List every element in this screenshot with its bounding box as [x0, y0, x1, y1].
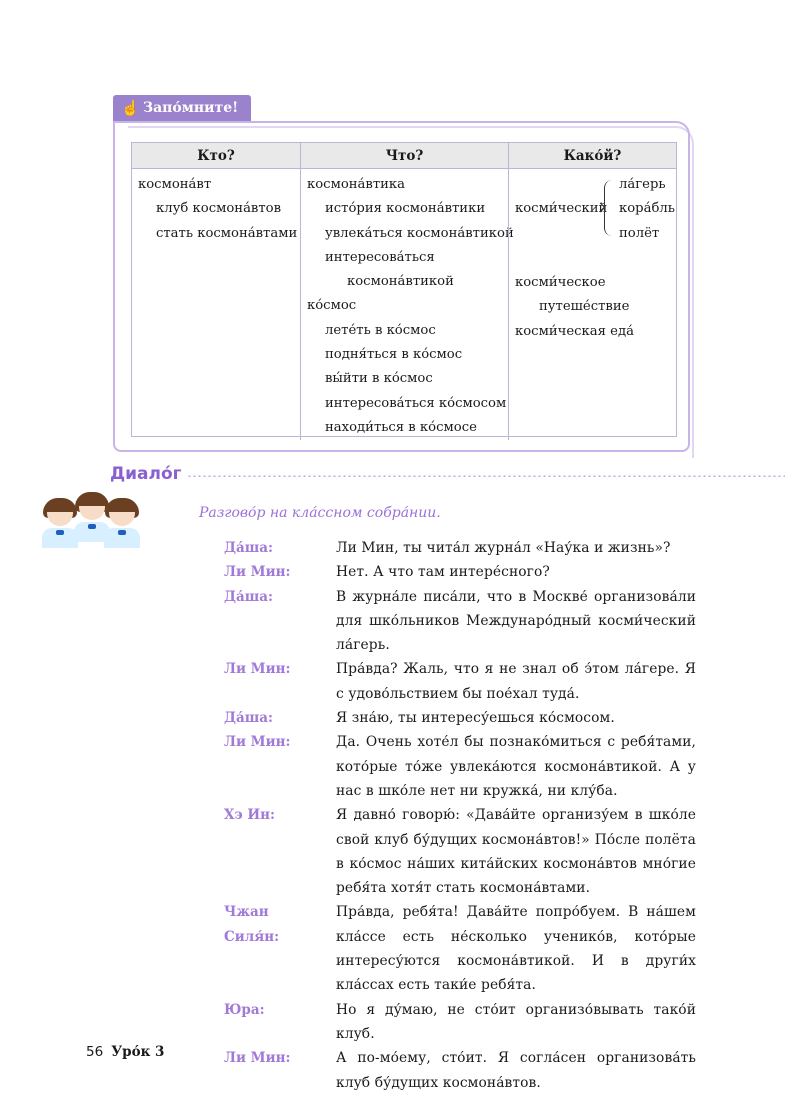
speaker-name: Ли Мин:: [224, 661, 291, 678]
who-phrase: стать космона́втами: [156, 225, 298, 241]
what-phrase: космона́втикой: [347, 274, 454, 290]
dialogue-line: [0, 536, 800, 560]
speaker-name: Чжан Силя́н:: [224, 904, 280, 945]
utterance: Но я ду́маю, не сто́ит организо́вывать тако́й клуб.: [336, 1001, 696, 1042]
page-footer: [86, 1044, 164, 1060]
speaker-name: Да́ша:: [224, 710, 273, 727]
dialogue-body: [0, 536, 800, 1095]
remember-label: Запо́мните!: [143, 100, 239, 116]
what-word: ко́смос: [307, 298, 357, 314]
dialogue-line: [0, 900, 800, 997]
lesson-label: Уро́к 3: [111, 1044, 165, 1060]
header-which: Како́й?: [508, 143, 676, 169]
what-phrase: увлека́ться космона́втикой: [325, 225, 514, 241]
what-phrase: исто́рия космона́втики: [325, 201, 486, 217]
speaker-name: Да́ша:: [224, 540, 273, 556]
speaker-name: Ли Мин:: [224, 564, 291, 581]
utterance: В журна́ле писа́ли, что в Москве́ организова́ли для шко́льников Междунаро́дный косми́ческий ла́герь.: [336, 588, 696, 654]
which-adjective: косми́ческий: [515, 201, 608, 216]
what-phrase: подня́ться в ко́смос: [325, 347, 463, 363]
who-word: космона́вт: [138, 177, 212, 192]
hand-pointing-icon: ☝: [121, 99, 140, 117]
which-feminine: косми́ческая еда́: [515, 323, 634, 339]
utterance: Да. Очень хоте́л бы познако́миться с ребя́тами, кото́рые то́же увлека́ются космона́втикой. А у нас в шко́ле нет ни кружка́, ни клу́ба.: [336, 734, 696, 799]
what-phrase: интересова́ться ко́смосом: [325, 395, 507, 411]
which-noun: полёт: [619, 225, 660, 241]
speaker-name: Юра:: [224, 1001, 265, 1018]
what-phrase: лете́ть в ко́смос: [325, 322, 436, 338]
utterance: Ли Мин, ты чита́л журна́л «Нау́ка и жизнь»?: [336, 540, 671, 556]
dialogue-line: [0, 706, 800, 730]
which-neuter-noun: путеше́ствие: [539, 299, 630, 315]
utterance: Пра́вда, ребя́та! Дава́йте попро́буем. В на́шем кла́ссе есть не́сколько ученико́в, кото́рые интересу́ются космона́втикой. И в други́х кла́ссах есть таки́е ребя́та.: [336, 904, 696, 994]
what-phrase: интересова́ться: [325, 249, 435, 265]
what-word: космона́втика: [307, 177, 406, 192]
dialogue-subtitle: Разгово́р на кла́ссном собра́нии.: [199, 505, 441, 521]
which-rest: [515, 271, 634, 344]
who-phrase: клуб космона́втов: [156, 201, 282, 217]
dialogue-line: [0, 998, 800, 1047]
speaker-name: Ли Мин:: [224, 1050, 291, 1067]
dotted-divider: [187, 475, 785, 477]
dialogue-title: Диало́г: [110, 464, 182, 484]
column-who: [132, 169, 300, 440]
column-which: [508, 169, 676, 440]
remember-banner: [113, 95, 251, 121]
header-what: Что?: [300, 143, 508, 169]
dialogue-line: [0, 657, 800, 706]
dialogue-line: [0, 730, 800, 803]
which-noun: кора́бль: [619, 201, 675, 217]
dialogue-line: [0, 803, 800, 900]
utterance: Пра́вда? Жаль, что я не знал об э́том ла́гере. Я с удово́льствием бы пое́хал туда́.: [336, 661, 696, 702]
what-phrase: вы́йти в ко́смос: [325, 371, 433, 387]
utterance: Я зна́ю, ты интересу́ешься ко́смосом.: [336, 710, 615, 727]
vocabulary-table: [131, 142, 677, 437]
speaker-name: Да́ша:: [224, 588, 273, 605]
dialogue-line: [0, 560, 800, 584]
utterance: Я давно́ говорю́: «Дава́йте организу́ем в шко́ле свой клуб бу́дущих космона́втов!» По́сле полёта в ко́смос на́ших кита́йских космона́втов мно́гие ребя́та хотя́т стать космона́втами.: [336, 807, 696, 897]
which-neuter: косми́ческое: [515, 275, 606, 290]
which-nouns: [619, 173, 675, 246]
utterance: А по-мо́ему, сто́ит. Я согла́сен организова́ть клуб бу́дущих космона́втов.: [336, 1050, 696, 1091]
speaker-name: Хэ Ин:: [224, 807, 276, 824]
speaker-name: Ли Мин:: [224, 734, 291, 751]
header-who: Кто?: [132, 143, 300, 169]
page-number: 56: [86, 1044, 104, 1060]
column-what: [300, 169, 514, 440]
what-phrase: находи́ться в ко́смосе: [325, 419, 477, 435]
dialogue-line: [0, 585, 800, 658]
which-noun: ла́герь: [619, 177, 666, 192]
utterance: Нет. А что там интере́сного?: [336, 564, 550, 581]
brace-icon: [604, 180, 613, 236]
